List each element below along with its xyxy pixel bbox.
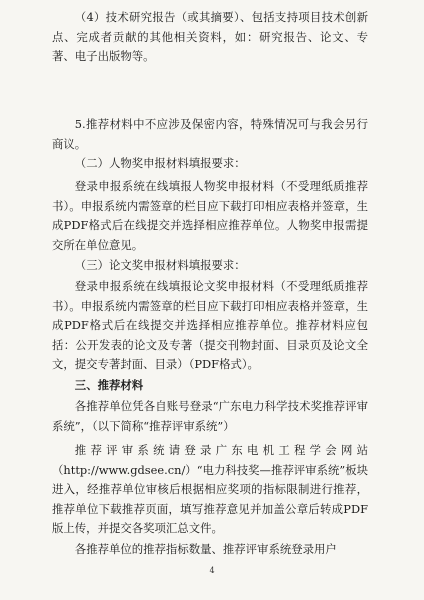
paragraph-quota: 各推荐单位的推荐指标数量、推荐评审系统登录用户 xyxy=(74,542,337,556)
page-number: 4 xyxy=(209,566,215,575)
section-heading-recommendation: 三、推荐材料 xyxy=(74,378,144,392)
paragraph-login: 各推荐单位凭各自账号登录“广东电力科学技术奖推荐评审系统”，（以下简称“推荐评审系统”） xyxy=(52,399,368,433)
section-heading-paper-award: （三）论文奖申报材料填报要求： xyxy=(74,258,246,272)
paragraph-tech-report: （4）技术研究报告（或其摘要）、包括支持项目技术创新点、完成者贡献的其他相关资料，如：研究报告、论文、专著、电子出版物等。 xyxy=(52,10,368,64)
paragraph-paper-award: 登录申报系统在线填报论文奖申报材料（不受理纸质推荐书）。申报系统内需签章的栏目应下载打印相应表格并签章，生成PDF格式后在线提交并选择相应推荐单位。推荐材料应包括：公开发表的论文及专著（提交刊物封面、目录页及论文全文，提交专著封面、目录）（PDF格式）。 xyxy=(52,279,368,372)
paragraph-confidential: 5.推荐材料中不应涉及保密内容，特殊情况可与我会另行商议。 xyxy=(52,117,368,151)
paragraph-recommend-system: 推荐评审系统请登录广东电机工程学会网站（http://www.gdsee.cn/）“电力科技奖—推荐评审系统”板块进入，经推荐单位审核后根据相应奖项的指标限制进行推荐，推荐单位下载推荐页面，填写推荐意见并加盖公章后转成PDF版上传，并提交各奖项汇总文件。 xyxy=(52,443,368,536)
paragraph-personal-award: 登录申报系统在线填报人物奖申报材料（不受理纸质推荐书）。申报系统内需签章的栏目应下载打印相应表格并签章，生成PDF格式后在线提交并选择相应推荐单位。人物奖申报需提交所在单位意见。 xyxy=(52,179,368,252)
section-heading-personal-award: （二）人物奖申报材料填报要求： xyxy=(74,156,246,170)
